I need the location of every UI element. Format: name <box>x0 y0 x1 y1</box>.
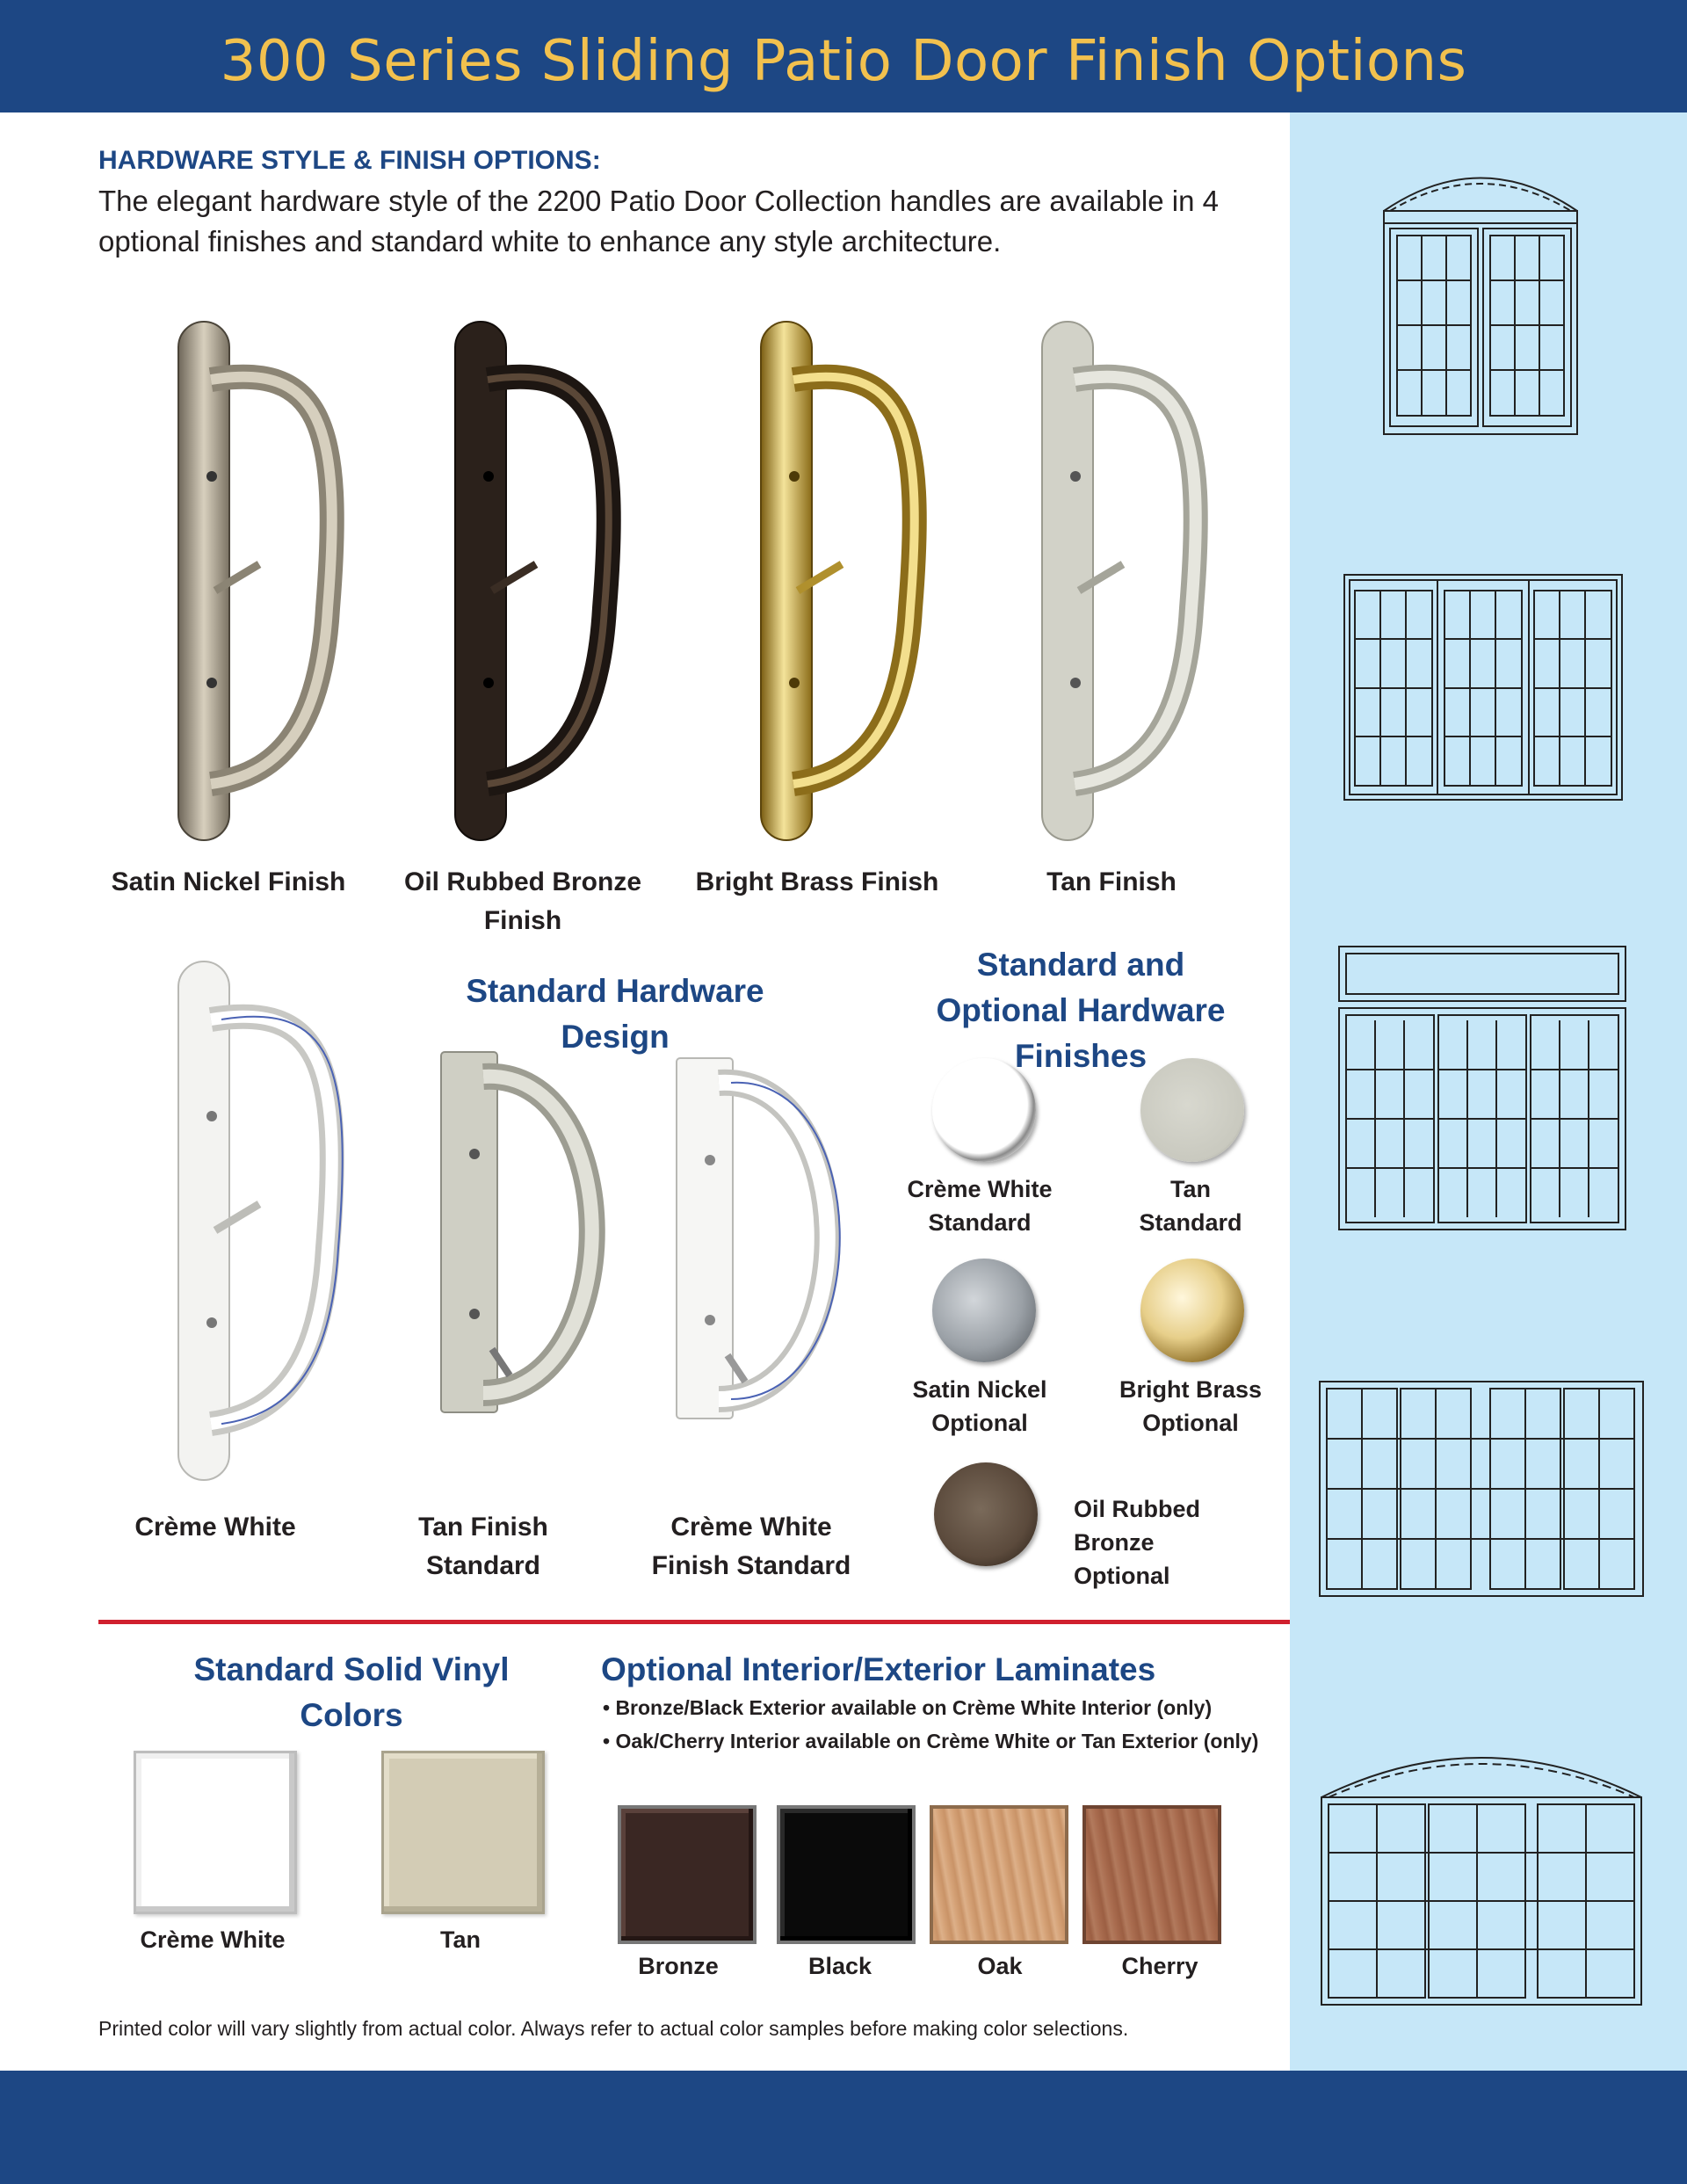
tan-finish-swatch <box>1140 1058 1244 1162</box>
laminate-label-black: Black <box>807 1953 872 1979</box>
section-divider <box>98 1620 1290 1624</box>
tan-standard-handle-image <box>439 1050 624 1415</box>
laminate-label-oak: Oak <box>977 1953 1023 1979</box>
satin-nickel-finish-swatch <box>932 1259 1036 1362</box>
creme-white-finish-swatch <box>932 1058 1036 1162</box>
handle-caption-creme-white: Crème White <box>134 1513 296 1542</box>
finish-label-satin-nickel: Satin Nickel Optional <box>912 1376 1047 1436</box>
handle-caption-satin-nickel: Satin Nickel Finish <box>111 867 346 896</box>
color-disclaimer: Printed color will vary slightly from actual color. Always refer to actual color samples before making color selections. <box>98 2017 1129 2040</box>
finish-label-creme-white: Crème White Standard <box>907 1176 1053 1236</box>
vinyl-colors-heading: Standard Solid Vinyl Colors <box>193 1651 510 1733</box>
black-laminate-swatch <box>777 1805 916 1944</box>
laminate-label-bronze: Bronze <box>638 1953 719 1979</box>
arched-sidelight-door-drawing <box>1318 1736 1645 2008</box>
intro-heading: HARDWARE STYLE & FINISH OPTIONS: <box>98 146 601 175</box>
three-panel-door-drawing <box>1343 573 1624 803</box>
laminate-label-cherry: Cherry <box>1121 1953 1198 1979</box>
handle-caption-creme-white-standard: Crème White Finish Standard <box>651 1513 851 1580</box>
footer-bar <box>0 2071 1687 2184</box>
handle-caption-tan-standard: Tan Finish Standard <box>418 1513 548 1580</box>
finish-label-tan: Tan Standard <box>1139 1176 1242 1236</box>
four-panel-door-drawing <box>1318 1380 1645 1600</box>
creme-white-vinyl-swatch <box>134 1751 297 1914</box>
vinyl-label-tan: Tan <box>440 1926 481 1953</box>
laminates-bullet-oak-cherry: • Oak/Cherry Interior available on Crème White or Tan Exterior (only) <box>603 1730 1259 1752</box>
page-title: 300 Series Sliding Patio Door Finish Options <box>220 29 1467 94</box>
vinyl-label-creme-white: Crème White <box>140 1926 286 1953</box>
finishes-heading: Standard and Optional Hardware Finishes <box>936 947 1226 1074</box>
creme-white-handle-image <box>171 958 347 1485</box>
handle-caption-bright-brass: Bright Brass Finish <box>695 867 939 896</box>
standard-hardware-design-heading: Standard Hardware Design <box>466 973 764 1055</box>
oil-rubbed-bronze-handle-image <box>448 318 624 845</box>
finish-label-oil-rubbed-bronze: Oil Rubbed Bronze Optional <box>1074 1496 1200 1589</box>
oil-rubbed-bronze-finish-swatch <box>934 1462 1038 1566</box>
bronze-laminate-swatch <box>618 1805 757 1944</box>
header-bar <box>0 0 1687 112</box>
laminates-heading: Optional Interior/Exterior Laminates <box>601 1651 1156 1687</box>
arched-two-panel-door-drawing <box>1371 167 1590 448</box>
handle-caption-tan: Tan Finish <box>1046 867 1177 896</box>
cherry-laminate-swatch <box>1082 1805 1221 1944</box>
bright-brass-finish-swatch <box>1140 1259 1244 1362</box>
bright-brass-handle-image <box>754 318 930 845</box>
laminates-bullet-bronze-black: • Bronze/Black Exterior available on Crème White Interior (only) <box>603 1696 1213 1719</box>
creme-white-standard-handle-image <box>675 1056 859 1421</box>
tan-vinyl-swatch <box>381 1751 545 1914</box>
handle-caption-oil-rubbed-bronze: Oil Rubbed Bronze Finish <box>404 867 641 935</box>
intro-paragraph: The elegant hardware style of the 2200 Patio Door Collection handles are available in 4 optional finishes and standard white to enhance any style architecture. <box>98 185 1219 258</box>
tan-handle-image <box>1035 318 1211 845</box>
satin-nickel-handle-image <box>171 318 347 845</box>
transom-three-panel-door-drawing <box>1337 945 1627 1233</box>
oak-laminate-swatch <box>930 1805 1068 1944</box>
finish-label-bright-brass: Bright Brass Optional <box>1119 1376 1263 1436</box>
